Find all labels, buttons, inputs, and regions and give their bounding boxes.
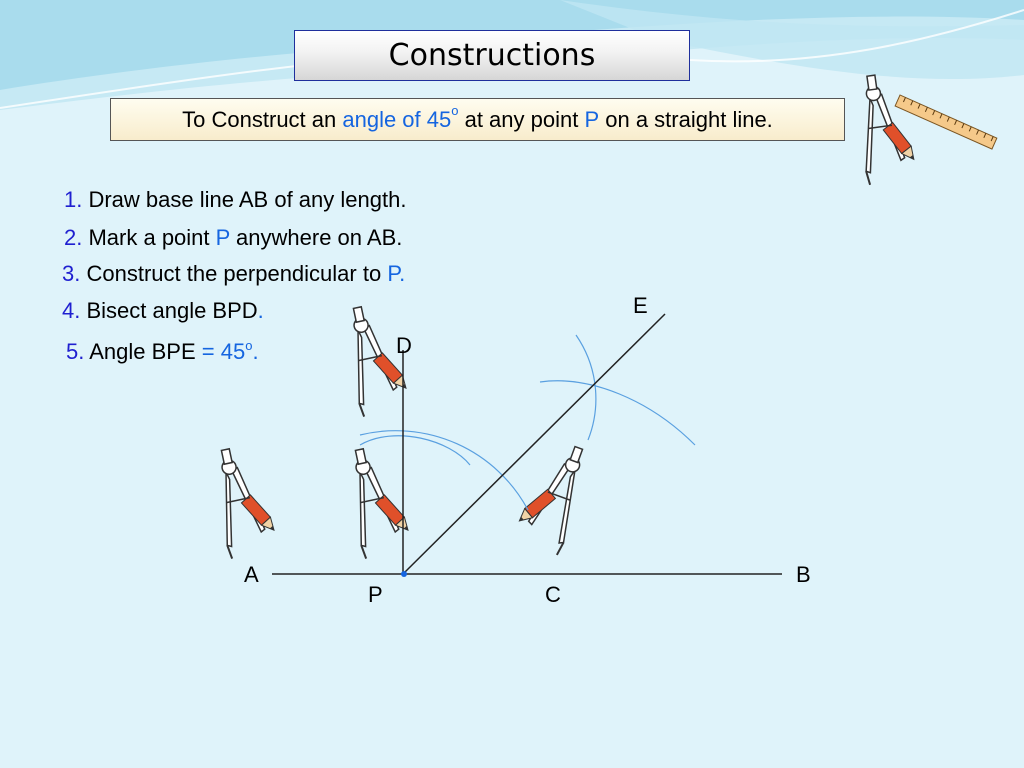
subtitle-pre: To Construct an xyxy=(182,106,343,132)
subtitle-point: P xyxy=(584,106,600,132)
label-b: B xyxy=(796,562,811,587)
compass-icon xyxy=(208,442,283,559)
step-highlight: P. xyxy=(387,261,406,286)
step-text: Mark a point xyxy=(82,225,216,250)
step-text: Draw base line AB of any length. xyxy=(82,187,407,212)
step-number: 4. xyxy=(62,298,81,323)
step-text: Bisect angle BPD xyxy=(80,298,258,323)
label-d: D xyxy=(396,333,412,358)
step-highlight: = 45 xyxy=(201,339,246,364)
ruler-icon xyxy=(895,95,997,149)
step-text-post: . xyxy=(252,339,259,364)
slide-title: Constructions xyxy=(388,38,596,73)
step-highlight: . xyxy=(257,298,264,323)
step-number: 3. xyxy=(62,261,81,286)
construction-arc xyxy=(360,335,695,510)
step-highlight: P xyxy=(215,225,230,250)
step-text: Construct the perpendicular to xyxy=(80,261,388,286)
label-e: E xyxy=(633,293,648,318)
compass-icon xyxy=(508,436,596,556)
step-number: 2. xyxy=(64,225,83,250)
subtitle-degree: o xyxy=(451,103,459,118)
subtitle-mid: at any point xyxy=(458,106,585,132)
step-text-post: anywhere on AB. xyxy=(229,225,403,250)
subtitle-post: on a straight line. xyxy=(599,106,773,132)
label-a: A xyxy=(244,562,259,587)
label-c: C xyxy=(545,582,561,607)
step-number: 1. xyxy=(64,187,83,212)
label-p: P xyxy=(368,582,383,607)
compass-icon xyxy=(853,71,922,185)
subtitle-angle: angle of 45 xyxy=(342,106,452,132)
bisector-line-pe xyxy=(403,314,665,574)
step-text: Angle BPE xyxy=(84,339,202,364)
compass-icon xyxy=(342,442,417,559)
point-p-dot xyxy=(401,571,407,577)
step-degree: o xyxy=(245,338,253,353)
step-number: 5. xyxy=(66,339,85,364)
